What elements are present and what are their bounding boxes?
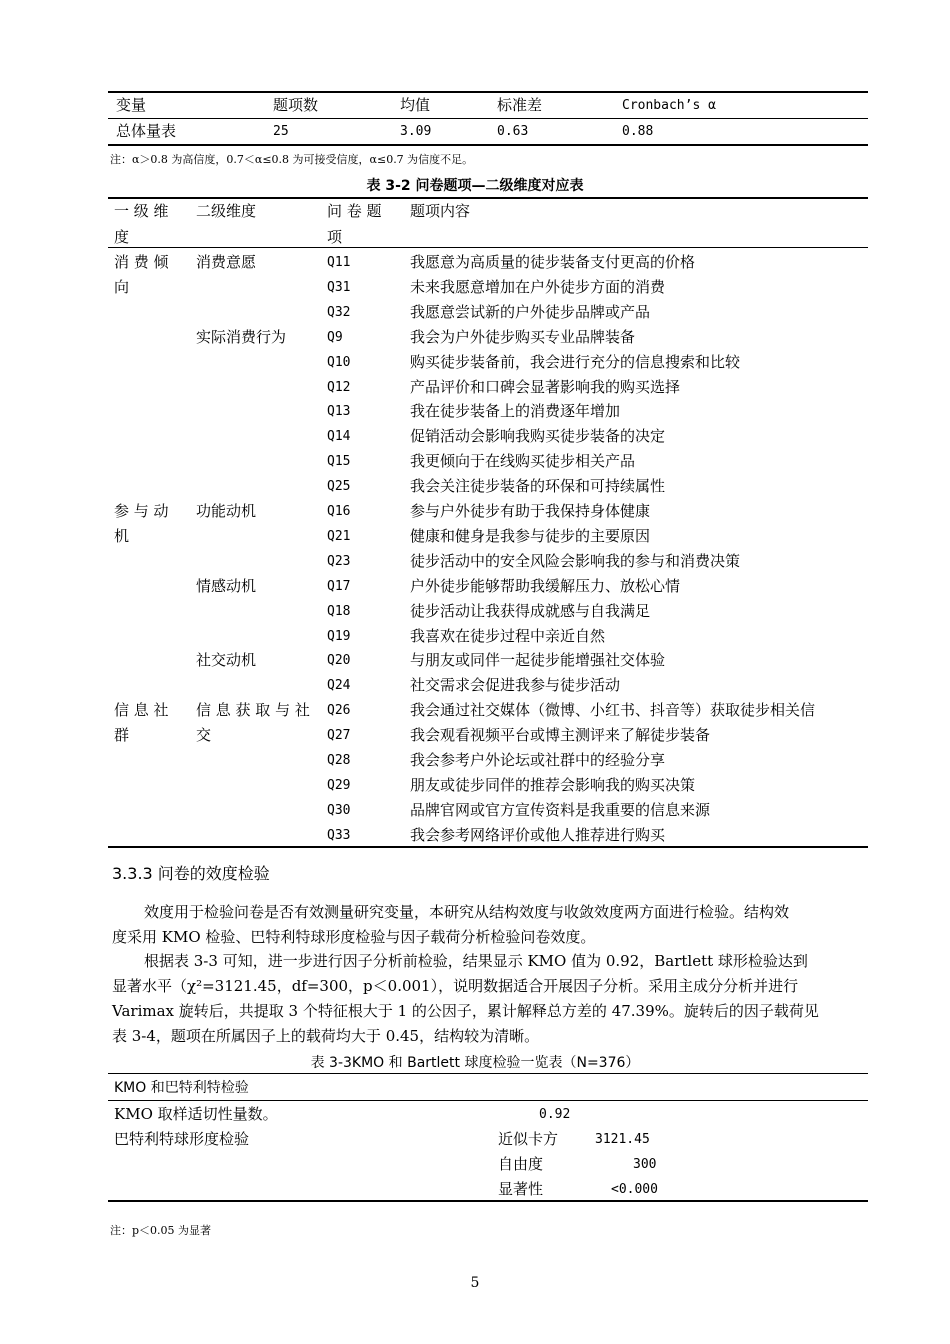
item-content-cell: 户外徒步能够帮助我缓解压力、放松心情 bbox=[410, 577, 681, 595]
paragraph-line: 显著水平（χ²=3121.45，df=300，p＜0.001），说明数据适合开展因子分析。采用主成分分析并进行 bbox=[112, 977, 799, 995]
col-header-variable: 变量 bbox=[116, 96, 147, 114]
item-content-cell: 我愿意为高质量的徒步装备支付更高的价格 bbox=[410, 253, 696, 271]
item-code-cell: Q19 bbox=[327, 629, 351, 644]
dimension2-cell: 消费意愿 bbox=[196, 253, 257, 271]
item-code-cell: Q27 bbox=[327, 728, 351, 743]
col-header-dim1: 一 级 维 bbox=[114, 202, 169, 220]
item-content-cell: 我会观看视频平台或博主测评来了解徒步装备 bbox=[410, 726, 711, 744]
paragraph-line: 根据表 3-3 可知，进一步进行因子分析前检验，结果显示 KMO 值为 0.92，Bartlett 球形检验达到 bbox=[144, 952, 808, 970]
item-content-cell: 我会参考户外论坛或社群中的经验分享 bbox=[410, 751, 666, 769]
cell-alpha: 0.88 bbox=[622, 124, 654, 139]
item-code-cell: Q32 bbox=[327, 305, 351, 320]
dimension2-cell: 情感动机 bbox=[196, 577, 257, 595]
sig-value: <0.000 bbox=[611, 1182, 658, 1197]
item-content-cell: 我更倾向于在线购买徒步相关产品 bbox=[410, 452, 636, 470]
bartlett-label: 巴特利特球形度检验 bbox=[114, 1130, 250, 1148]
item-code-cell: Q23 bbox=[327, 554, 351, 569]
kmo-label: KMO 取样适切性量数。 bbox=[114, 1105, 278, 1123]
item-code-cell: Q16 bbox=[327, 504, 351, 519]
col-header-mean: 均值 bbox=[400, 96, 431, 114]
item-content-cell: 健康和健身是我参与徒步的主要原因 bbox=[410, 527, 651, 545]
item-content-cell: 我愿意尝试新的户外徒步品牌或产品 bbox=[410, 303, 651, 321]
col-header-item: 问 卷 题 bbox=[327, 202, 382, 220]
table-note: 注：α＞0.8 为高信度，0.7＜α≤0.8 为可接受信度，α≤0.7 为信度不足。 bbox=[110, 153, 474, 166]
chi-label: 近似卡方 bbox=[498, 1130, 559, 1148]
item-code-cell: Q15 bbox=[327, 454, 351, 469]
table-header-rule bbox=[108, 247, 868, 248]
item-content-cell: 品牌官网或官方宣传资料是我重要的信息来源 bbox=[410, 801, 711, 819]
item-content-cell: 徒步活动中的安全风险会影响我的参与和消费决策 bbox=[410, 552, 741, 570]
table-bottom-rule bbox=[108, 144, 868, 146]
cell-sd: 0.63 bbox=[497, 124, 529, 139]
sig-label: 显著性 bbox=[498, 1180, 544, 1198]
section-heading: 3.3.3 问卷的效度检验 bbox=[112, 864, 270, 883]
table-header-rule bbox=[108, 1100, 868, 1101]
paragraph-line: 度采用 KMO 检验、巴特利特球形度检验与因子载荷分析检验问卷效度。 bbox=[112, 928, 596, 946]
item-code-cell: Q24 bbox=[327, 678, 351, 693]
chi-value: 3121.45 bbox=[595, 1132, 650, 1147]
item-code-cell: Q28 bbox=[327, 753, 351, 768]
table-3-3-caption: 表 3-3KMO 和 Bartlett 球度检验一览表（N=376） bbox=[310, 1055, 640, 1071]
item-code-cell: Q29 bbox=[327, 778, 351, 793]
item-content-cell: 购买徒步装备前，我会进行充分的信息搜索和比较 bbox=[410, 353, 741, 371]
item-code-cell: Q20 bbox=[327, 653, 351, 668]
dimension2-cell: 交 bbox=[196, 726, 212, 744]
col-header-sd: 标准差 bbox=[497, 96, 543, 114]
item-content-cell: 我在徒步装备上的消费逐年增加 bbox=[410, 402, 621, 420]
item-content-cell: 参与户外徒步有助于我保持身体健康 bbox=[410, 502, 651, 520]
table-3-2-caption: 表 3-2 问卷题项—二级维度对应表 bbox=[366, 178, 584, 194]
table-bottom-rule bbox=[108, 1200, 868, 1202]
dimension2-cell: 功能动机 bbox=[196, 502, 257, 520]
df-label: 自由度 bbox=[498, 1155, 544, 1173]
item-content-cell: 朋友或徒步同伴的推荐会影响我的购买决策 bbox=[410, 776, 696, 794]
cell-variable: 总体量表 bbox=[116, 122, 177, 140]
paragraph-kmo bbox=[112, 949, 864, 1049]
table-title-row: KMO 和巴特利特检验 bbox=[114, 1080, 249, 1096]
table-top-rule bbox=[108, 91, 868, 93]
dimension1-cell: 参 与 动 bbox=[114, 502, 169, 520]
col-header-dim1-cont: 度 bbox=[114, 228, 130, 246]
item-code-cell: Q21 bbox=[327, 529, 351, 544]
table-note: 注：p＜0.05 为显著 bbox=[110, 1224, 212, 1237]
table-bottom-rule bbox=[108, 846, 868, 848]
page-number: 5 bbox=[470, 1275, 480, 1291]
item-code-cell: Q11 bbox=[327, 255, 351, 270]
col-header-items: 题项数 bbox=[273, 96, 319, 114]
item-code-cell: Q25 bbox=[327, 479, 351, 494]
item-content-cell: 我会通过社交媒体（微博、小红书、抖音等）获取徒步相关信 bbox=[410, 701, 816, 719]
dimension2-cell: 信 息 获 取 与 社 bbox=[196, 701, 310, 719]
item-content-cell: 我会为户外徒步购买专业品牌装备 bbox=[410, 328, 636, 346]
dimension1-cell: 信 息 社 bbox=[114, 701, 169, 719]
kmo-value: 0.92 bbox=[539, 1107, 571, 1122]
item-code-cell: Q9 bbox=[327, 330, 343, 345]
paragraph-line: Varimax 旋转后，共提取 3 个特征根大于 1 的公因子，累计解释总方差的 47.39%。旋转后的因子载荷见 bbox=[112, 1002, 819, 1020]
col-header-alpha: Cronbach’s α bbox=[622, 98, 716, 113]
item-content-cell: 我会参考网络评价或他人推荐进行购买 bbox=[410, 826, 666, 844]
item-code-cell: Q14 bbox=[327, 429, 351, 444]
item-code-cell: Q12 bbox=[327, 380, 351, 395]
item-code-cell: Q10 bbox=[327, 355, 351, 370]
item-code-cell: Q33 bbox=[327, 828, 351, 843]
df-value: 300 bbox=[633, 1157, 657, 1172]
dimension1-cell: 机 bbox=[114, 527, 130, 545]
table-header-rule bbox=[108, 118, 868, 119]
dimension1-cell: 消 费 倾 bbox=[114, 253, 169, 271]
paragraph-validity bbox=[112, 900, 864, 950]
item-content-cell: 徒步活动让我获得成就感与自我满足 bbox=[410, 602, 651, 620]
dimension2-cell: 实际消费行为 bbox=[196, 328, 287, 346]
item-code-cell: Q17 bbox=[327, 579, 351, 594]
dimension2-cell: 社交动机 bbox=[196, 651, 257, 669]
item-code-cell: Q13 bbox=[327, 404, 351, 419]
paragraph-line: 效度用于检验问卷是否有效测量研究变量，本研究从结构效度与收敛效度两方面进行检验。结构效 bbox=[144, 903, 790, 921]
col-header-content: 题项内容 bbox=[410, 202, 471, 220]
cell-mean: 3.09 bbox=[400, 124, 432, 139]
paragraph-line: 表 3-4，题项在所属因子上的载荷均大于 0.45，结构较为清晰。 bbox=[112, 1027, 540, 1045]
item-content-cell: 社交需求会促进我参与徒步活动 bbox=[410, 676, 621, 694]
col-header-item-cont: 项 bbox=[327, 228, 343, 246]
table-top-rule bbox=[108, 1073, 868, 1074]
item-code-cell: Q18 bbox=[327, 604, 351, 619]
item-content-cell: 产品评价和口碑会显著影响我的购买选择 bbox=[410, 378, 681, 396]
item-content-cell: 我喜欢在徒步过程中亲近自然 bbox=[410, 627, 606, 645]
dimension1-cell: 群 bbox=[114, 726, 130, 744]
item-code-cell: Q30 bbox=[327, 803, 351, 818]
item-content-cell: 促销活动会影响我购买徒步装备的决定 bbox=[410, 427, 666, 445]
col-header-dim2: 二级维度 bbox=[196, 202, 257, 220]
cell-items: 25 bbox=[273, 124, 289, 139]
item-code-cell: Q26 bbox=[327, 703, 351, 718]
item-content-cell: 与朋友或同伴一起徒步能增强社交体验 bbox=[410, 651, 666, 669]
item-content-cell: 未来我愿意增加在户外徒步方面的消费 bbox=[410, 278, 666, 296]
dimension1-cell: 向 bbox=[114, 278, 130, 296]
item-code-cell: Q31 bbox=[327, 280, 351, 295]
item-content-cell: 我会关注徒步装备的环保和可持续属性 bbox=[410, 477, 666, 495]
table-top-rule bbox=[108, 197, 868, 199]
